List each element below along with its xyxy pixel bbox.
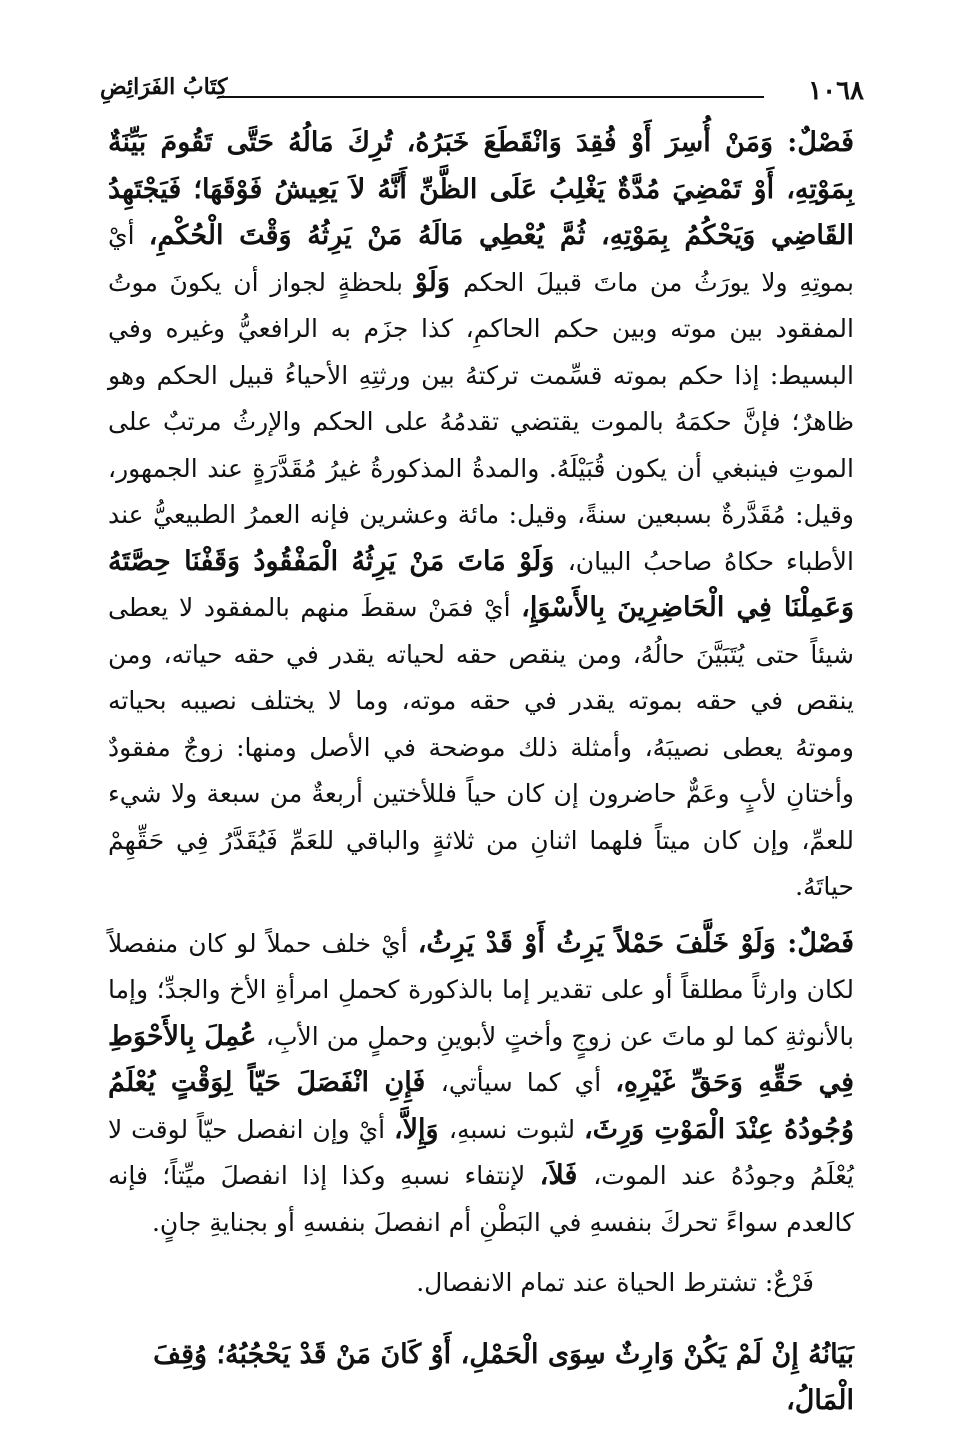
paragraph-unborn-heir (108, 921, 854, 1247)
page-header (100, 72, 864, 108)
final-line: بَيَانُهُ إِنْ لَمْ يَكُنْ وَارِثٌ سِوَى الْحَمْلِ، أَوْ كَانَ مَنْ قَدْ يَحْجُبُهُ؛ وُقِفَ الْمَالُ، (153, 1339, 854, 1416)
matn-text: عُمِلَ بِالأَحْوَطِ فِي حَقِّهِ وَحَقِّ غَيْرِهِ، (108, 1020, 854, 1098)
header-divider (218, 96, 764, 98)
commentary-text: لثبوت نسبهِ، (448, 1114, 584, 1144)
matn-text: وَإِلاَّ، (393, 1113, 449, 1145)
matn-text: فَصْلٌ: وَلَوْ خَلَّفَ حَمْلاً يَرِثُ أَوْ قَدْ يَرِثُ، (417, 927, 854, 959)
commentary-text: أيْ وإن انفصل حيّاً لوقت لا يُعْلَمُ وجودُهُ عند الموت، (108, 1114, 854, 1190)
commentary-text: أيْ خلف حملاً لو كان منفصلاً لكان وارثاً مطلقاً أو على تقدير إما بالذكورة كحملِ امرأةِ الأخ والجدِّ؛ وإما بالأنوثةِ كما لو ماتَ عن زوجٍ وأختٍ لأبوينِ وحملٍ من الأبِ، (108, 928, 854, 1051)
page-body (108, 120, 854, 1451)
matn-text: فَإِنِ انْفَصَلَ حَيّاً لِوَقْتٍ يُعْلَمُ وُجُودُهُ عِنْدَ الْمَوْتِ وَرِثَ، (108, 1067, 855, 1145)
matn-text: وَلَوْ (414, 266, 464, 298)
matn-text: وَلَوْ مَاتَ مَنْ يَرِثُهُ الْمَفْقُودُ وَقَفْنَا حِصَّتَهُ وَعَمِلْنَا فِي الْحَاضِرِينَ بِالأَسْوَإِ، (108, 545, 854, 623)
page-number: ١٠٦٨ (808, 76, 864, 106)
commentary-text: أيْ بموتِهِ ولا يورَثُ من ماتَ قبيلَ الحكم (108, 221, 854, 297)
commentary-text: أي كما سيأتي، (440, 1068, 616, 1097)
commentary-text: أيْ فمَنْ سقطَ منهم بالمفقود لا يعطى شيئاً حتى يُتَبَيَّنَ حالُهُ، ومن ينقص حقه لحياته يقدر في حقه حياته، ومن ينقص في حقه بموته يقدر في حقه موته، وما لا يختلف نصيبه بحياته وموتهُ يعطى نصيبَهُ، وأمثلة ذلك موضحة في الأصل ومنها: زوجٌ مفقودٌ وأختانِ لأبٍ وعَمٌّ حاضرون إن كان حياً فللأختين أربعةٌ من سبعة ولا شيء للعمِّ، وإن كان ميتاً فلهما اثنانِ من ثلاثةٍ والباقي للعَمِّ فَيُقَدَّرُ فِي حَقِّهِمْ حياتَهُ. (108, 593, 854, 901)
matn-text: فَصْلٌ: وَمَنْ أُسِرَ أَوْ فُقِدَ وَانْقَطَعَ خَبَرُهُ، تُرِكَ مَالُهُ حَتَّى تَقُومَ بَيِّنَةٌ بِمَوْتِهِ، أَوْ تَمْضِيَ مُدَّةٌ يَغْلِبُ عَلَى الظَّنِّ أَنَّهُ لاَ يَعِيشُ فَوْقَهَا؛ فَيَجْتَهِدُ القَاضِي وَيَحْكُمُ بِمَوْتِهِ، ثُمَّ يُعْطِي مَالَهُ مَنْ يَرِثُهُ وَقْتَ الْحُكْمِ، (108, 127, 854, 251)
matn-text: فَلاَ، (539, 1160, 594, 1191)
branch-note: فَرْعٌ: تشترط الحياة عند تمام الانفصال. (416, 1268, 814, 1297)
commentary-text: لإنتفاء نسبهِ وكذا إذا انفصلَ ميِّتاً؛ فإنه كالعدم سواءً تحركَ بنفسهِ في البَطْنِ أم انفصلَ بنفسهِ أو بجنايةِ جانٍ. (108, 1161, 854, 1237)
commentary-text: بلحظةٍ لجواز أن يكونَ موتُ المفقود بين موته وبين حكم الحاكمِ، كذا جزَم به الرافعيُّ وغيره وفي البسيط: إذا حكم بموته قسِّمت تركتهُ بين ورثتِهِ الأحياءُ قبيل الحكم وهو ظاهرٌ؛ فإنَّ حكمَهُ بالموت يقتضي تقدمُهُ على الحكم والإرثُ مرتبٌ على الموتِ فينبغي أن يكون قُبَيْلَهُ. والمدةُ المذكورةُ غيرُ مُقَدَّرَةٍ عند الجمهور، وقيل: مُقَدَّرةٌ بسبعين سنةً، وقيل: مائة وعشرين فإنه العمرُ الطبيعيُّ عند الأطباء حكاهُ صاحبُ البيان، (108, 267, 854, 576)
paragraph-missing-person (108, 120, 854, 911)
running-title: كِتَابُ الفَرَائِضِ (100, 74, 228, 100)
